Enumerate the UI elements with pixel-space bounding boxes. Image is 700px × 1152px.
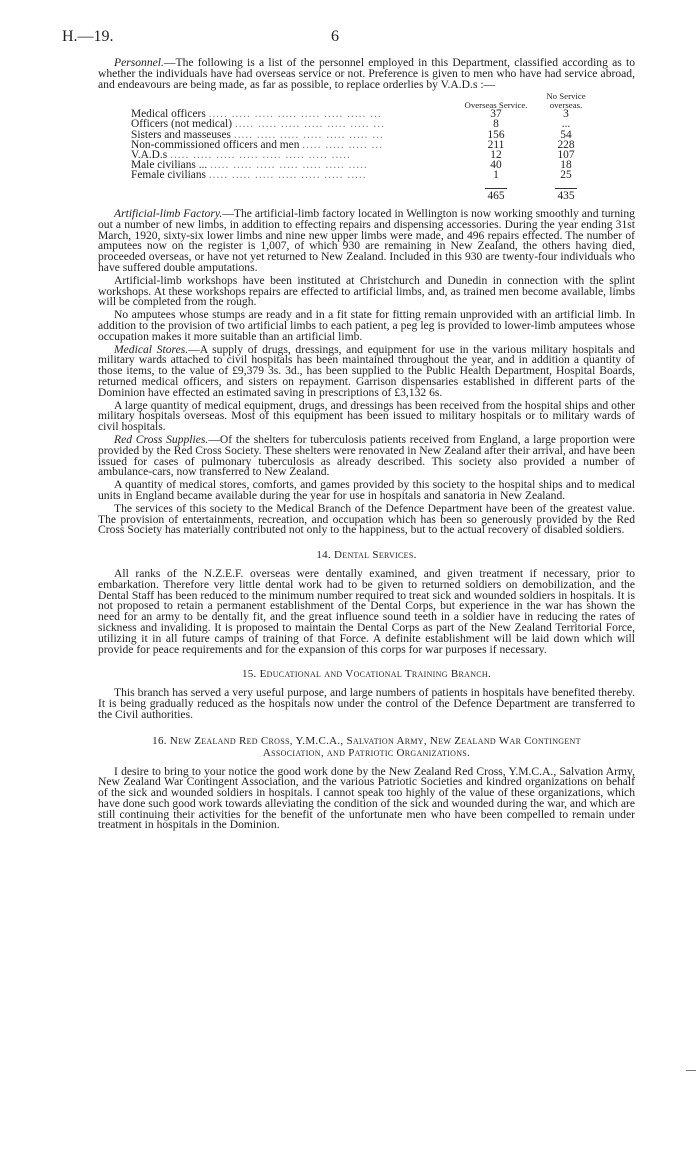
total-no-service: 435 — [557, 189, 575, 202]
personnel-lead: Personnel. — [114, 56, 164, 69]
row-overseas-value: 156 — [487, 128, 505, 141]
column-no-service-overseas: No Service overseas. — [546, 91, 586, 110]
personnel-paragraph — [98, 58, 635, 90]
total-rule — [131, 181, 601, 191]
row-label: Medical officers — [131, 109, 206, 120]
row-label: Sisters and masseuses — [131, 129, 231, 140]
row-label: Non-commissioned officers and men — [131, 139, 300, 151]
row-overseas-value: 37 — [490, 108, 502, 121]
table-total-row — [131, 191, 601, 201]
table-row: V.A.D.s ..... ..... ..... ..... ..... ..... ..... ..... 12 107 — [131, 150, 601, 160]
medical-stores-text: —A supply of drugs, dressings, and equipment for use in the various military hospitals and military wards attached to civil hospitals has been maintained throughout the year, and in addition a quantity of those items, to the value of £9,379 3s. 3d., has been supplied to the Public Health Department, Hospital Boards, returned medical officers, and sisters on repayment. Garrison dispensaries established in different parts of the Dominion have effected an estimated saving in prescriptions of £3,132 6s. — [98, 342, 635, 399]
page-number: 6 — [331, 28, 339, 45]
personnel-intro: —The following is a list of the personnel employed in this Department, classified according as to whether the individuals have had overseas service or not. Preference is given to men who have had service abroad, and endeavours are being made, as far as possible, to replace orderlies by V.A.D.s :— — [98, 56, 635, 91]
red-cross-services-paragraph: The services of this society to the Medical Branch of the Defence Department have been of the greatest value. The provision of entertainments, recreation, and occupation which has been so generously provided by the Red Cross Society has materially contributed not only to the happiness, but to the actual recovery of disabled soldiers. — [98, 501, 635, 537]
artificial-limb-text: —The artificial-limb factory located in Wellington is now working smoothly and turning out a number of new limbs, in addition to effecting repairs and dispensing accessories. During the year ending 31st March, 1920, sixty-six lower limbs and nine new upper limbs were made, and 496 repairs effected. The number of amputees now on the register is 1,007, of which 930 are remaining in New Zealand, the others having died, proceeded overseas, or have not yet returned to New Zealand. Included in this 930 are twenty-four individuals who have suffered double amputations. — [98, 207, 635, 275]
red-cross-paragraph — [98, 432, 635, 479]
table-row: Sisters and masseuses ..... ..... ..... ..... ..... ..... ... 156 54 — [131, 130, 601, 140]
row-no-service-value: ... — [561, 118, 571, 131]
red-cross-text: —Of the shelters for tuberculosis patients received from England, a large proportion were provided by the Red Cross Society. These shelters were renovated in New Zealand after their arrival, and have been issued for cases of pulmonary tuberculosis as already described. This society also provided a number of ambulance-cars, now transferred to New Zealand. — [98, 432, 635, 479]
dental-services-heading: 14. Dental Services. — [316, 549, 417, 562]
total-overseas: 465 — [487, 189, 505, 202]
educational-heading: 15. Educational and Vocational Training Branch. — [241, 668, 492, 681]
red-cross-lead: Red Cross Supplies. — [114, 432, 209, 446]
personnel-table — [131, 92, 601, 201]
artificial-limb-workshops-paragraph: Artificial-limb workshops have been instituted at Christchurch and Dunedin in connection with the splint workshops. At these workshops repairs are effected to artificial limbs, and, as trained men become available, limbs will be completed from the rough. — [98, 273, 635, 309]
artificial-limb-lead: Artificial-limb Factory. — [114, 207, 223, 221]
row-no-service-value: 25 — [560, 169, 572, 182]
row-no-service-value: 3 — [563, 108, 569, 121]
row-no-service-value: 228 — [557, 138, 575, 151]
row-label: Officers (not medical) — [131, 119, 232, 130]
row-overseas-value: 40 — [490, 159, 502, 172]
document-reference: H.—19. — [62, 28, 114, 45]
amputees-paragraph: No amputees whose stumps are ready and in a fit state for fitting remain unprovided with an artificial limb. In addition to the provision of two artificial limbs to each patient, a peg leg is provided to lower-limb amputees whose occupation makes it more suitable than an artificial limb. — [98, 308, 635, 343]
table-row: Medical officers ..... ..... ..... ..... ..... ..... ..... ... 37 3 — [131, 109, 601, 119]
row-overseas-value: 1 — [493, 169, 499, 182]
row-label: V.A.D.s — [131, 150, 168, 161]
educational-paragraph: This branch has served a very useful purpose, and large numbers of patients in hospitals have benefited thereby. It is being gradually reduced as the hospitals now under the control of the Defence Department are transferred to the Civil authorities. — [98, 686, 635, 721]
table-row: Non-commissioned officers and men ..... ..... ..... ... 211 228 — [131, 140, 601, 150]
table-row: Female civilians ..... ..... ..... ..... ..... ..... ..... 1 25 — [131, 170, 601, 180]
organizations-heading-line-1: 16. New Zealand Red Cross, Y.M.C.A., Salvation Army, New Zealand War Contingent — [152, 734, 581, 747]
organizations-paragraph: I desire to bring to your notice the good work done by the New Zealand Red Cross, Y.M.C.A., Salvation Army, New Zealand War Contingent Association, and the various Patriotic Societies and kindred organizations on behalf of the sick and wounded soldiers in hospitals. I cannot speak too highly of the value of these organizations, which have done such good work towards alleviating the condition of the sick and wounded during the war, and which are still continuing their activities for the benefit of the unfortunate men who have been compelled to remain under treatment in hospitals in the Dominion. — [98, 764, 635, 832]
row-label: Female civilians — [131, 170, 206, 181]
column-overseas-service: Overseas Service. — [464, 99, 528, 110]
row-label: Male civilians ... — [131, 160, 208, 171]
row-overseas-value: 8 — [493, 118, 499, 131]
organizations-heading-line-2: Association, and Patriotic Organizations. — [262, 746, 471, 759]
medical-stores-lead: Medical Stores. — [114, 342, 189, 356]
medical-stores-paragraph — [98, 342, 635, 399]
row-no-service-value: 54 — [560, 128, 572, 141]
row-overseas-value: 12 — [490, 149, 502, 162]
table-row: Male civilians ... ..... ..... ..... ..... ..... ..... ..... 40 18 — [131, 160, 601, 170]
row-no-service-value: 18 — [560, 159, 572, 172]
dental-paragraph: All ranks of the N.Z.E.F. overseas were dentally examined, and given treatment if necessary, prior to embarkation. Therefore very little dental work had to be given to returned soldiers on demobilization, and the Dental Staff has been reduced to the minimum number required to treat sick and wounded soldiers in hospitals. It is not proposed to retain a permanent establishment of the Dental Corps, but experience in the war has shown the need for an army to be dentally fit, and the great influence sound teeth in a soldier have in reducing the rates of sickness and invaliding. It is proposed to maintain the Dental Corps as part of the New Zealand Territorial Force, utilizing it in all future camps of training of that Force. A definite establishment will be laid down which will provide for peace requirements and for the expansion of this corps for war purposes if necessary. — [98, 566, 635, 656]
row-overseas-value: 211 — [487, 138, 505, 151]
organizations-heading — [98, 735, 635, 759]
red-cross-stores-paragraph: A quantity of medical stores, comforts, and games provided by this society to the hospital ships and to medical units in England became available during the year for use in hospitals and sanatoria in New Zealand. — [98, 478, 635, 502]
artificial-limb-paragraph — [98, 209, 635, 274]
table-row: Officers (not medical) ..... ..... ..... ..... ..... ..... ... 8 ... — [131, 119, 601, 129]
row-no-service-value: 107 — [557, 149, 575, 162]
margin-mark — [686, 1070, 696, 1071]
document-body — [98, 58, 635, 833]
medical-equipment-paragraph: A large quantity of medical equipment, drugs, and dressings has been received from the hospital ships and other military hospitals overseas. Most of this equipment has been issued to military hospitals or to military wards of civil hospitals. — [98, 398, 635, 434]
